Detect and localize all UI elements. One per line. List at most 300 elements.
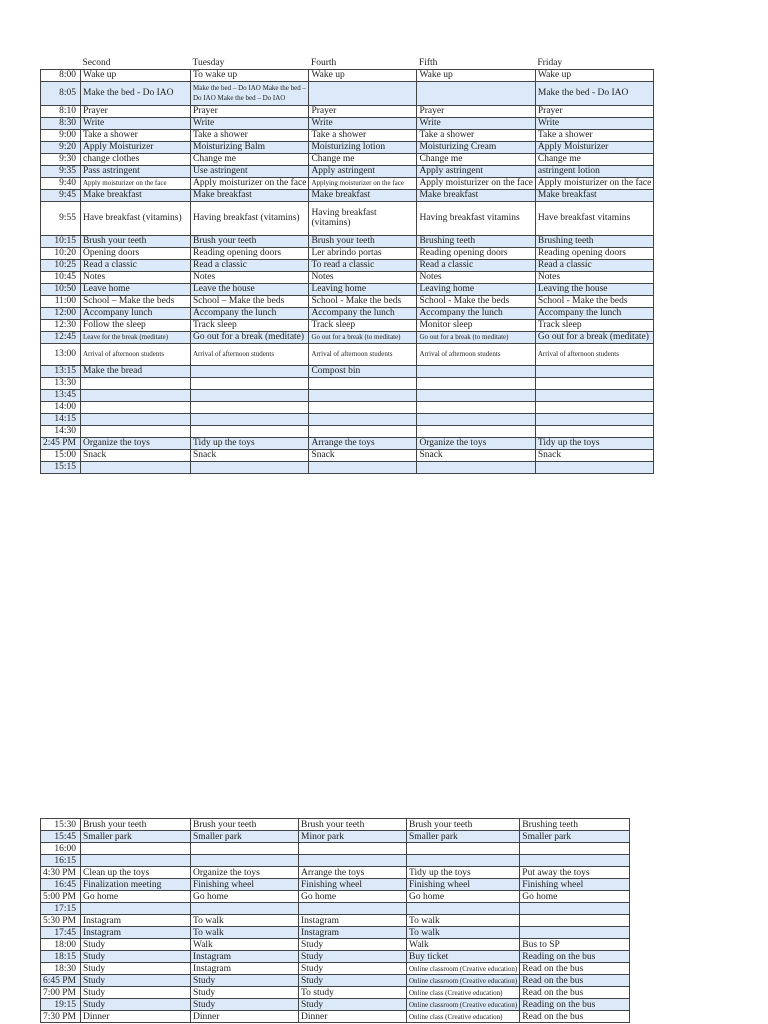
activity-cell: Brush your teeth (81, 235, 191, 247)
activity-cell: Wake up (81, 69, 191, 81)
activity-cell: School – Make the beds (191, 295, 309, 307)
activity-cell: Arrival of afternoon students (417, 343, 535, 365)
table-row (41, 855, 630, 867)
activity-cell: Apply moisturizer on the face (81, 177, 191, 189)
activity-cell (191, 843, 299, 855)
day-header: Tuesday (192, 58, 225, 69)
time-cell: 5:00 PM (41, 891, 81, 903)
activity-cell: Dinner (191, 1011, 299, 1023)
activity-cell: Make breakfast (309, 189, 417, 201)
activity-cell (535, 413, 653, 425)
activity-cell: Buy ticket (407, 951, 520, 963)
activity-cell: Moisturizing lotion (309, 141, 417, 153)
activity-cell: Leave home (81, 283, 191, 295)
time-cell: 2:45 PM (41, 437, 81, 449)
activity-cell: Go home (520, 891, 630, 903)
table-row (41, 843, 630, 855)
activity-cell: Prayer (309, 105, 417, 117)
activity-cell: Accompany the lunch (535, 307, 653, 319)
time-cell: 9:30 (41, 153, 81, 165)
day-header: Fourth (310, 58, 337, 69)
activity-cell: To wake up (191, 69, 309, 81)
activity-cell: Go out for a break (meditate) (191, 331, 309, 343)
activity-cell (81, 843, 191, 855)
time-cell: 8:00 (41, 69, 81, 81)
table-row (41, 235, 654, 247)
corner-cell (41, 58, 81, 69)
activity-cell (535, 377, 653, 389)
activity-cell: Apply moisturizer on the face (535, 177, 653, 189)
activity-cell: Make breakfast (81, 189, 191, 201)
activity-cell: Wake up (535, 69, 653, 81)
time-cell: 12:30 (41, 319, 81, 331)
activity-cell: Track sleep (309, 319, 417, 331)
time-cell: 16:45 (41, 879, 81, 891)
time-cell: 13:30 (41, 377, 81, 389)
activity-cell: Dinner (299, 1011, 407, 1023)
time-cell: 14:00 (41, 401, 81, 413)
table-row (41, 975, 630, 987)
activity-cell: Accompany lunch (81, 307, 191, 319)
activity-cell (535, 365, 653, 377)
activity-cell: Read on the bus (520, 987, 630, 999)
activity-cell: Study (191, 999, 299, 1011)
activity-cell: Arrange the toys (309, 437, 417, 449)
time-cell: 16:00 (41, 843, 81, 855)
activity-cell: Notes (417, 271, 535, 283)
time-cell: 14:15 (41, 413, 81, 425)
activity-cell: Smaller park (407, 831, 520, 843)
activity-cell: Notes (309, 271, 417, 283)
activity-cell: Make breakfast (535, 189, 653, 201)
activity-cell: Study (81, 963, 191, 975)
table-row (41, 999, 630, 1011)
activity-cell: Go out for a break (meditate) (535, 331, 653, 343)
activity-cell: Instagram (81, 927, 191, 939)
time-cell: 17:15 (41, 903, 81, 915)
activity-cell (299, 855, 407, 867)
activity-cell: Brush your teeth (407, 819, 520, 831)
activity-cell: Write (535, 117, 653, 129)
activity-cell: Use astringent (191, 165, 309, 177)
time-cell: 8:05 (41, 81, 81, 105)
activity-cell: Online classroom (Creative education) (407, 975, 520, 987)
activity-cell: Finishing wheel (520, 879, 630, 891)
table-row (41, 343, 654, 365)
activity-cell: Read on the bus (520, 1011, 630, 1023)
activity-cell: Organize the toys (191, 867, 299, 879)
activity-cell: Minor park (299, 831, 407, 843)
activity-cell: Study (81, 975, 191, 987)
schedule-sheet-2 (40, 818, 630, 1023)
activity-cell: Go out for a break (to meditate) (417, 331, 535, 343)
activity-cell: Bus to SP (520, 939, 630, 951)
activity-cell: Brush your teeth (81, 819, 191, 831)
activity-cell: Study (299, 999, 407, 1011)
table-row (41, 105, 654, 117)
activity-cell: Finalization meeting (81, 879, 191, 891)
table-row (41, 425, 654, 437)
activity-cell: Wake up (417, 69, 535, 81)
activity-cell: Write (191, 117, 309, 129)
activity-cell (81, 425, 191, 437)
table-row (41, 81, 654, 105)
activity-cell: Leaving home (309, 283, 417, 295)
table-row (41, 295, 654, 307)
activity-cell: Brushing teeth (520, 819, 630, 831)
activity-cell: Study (81, 987, 191, 999)
activity-cell: Wake up (309, 69, 417, 81)
activity-cell: Apply astringent (309, 165, 417, 177)
activity-cell: Brush your teeth (191, 235, 309, 247)
time-cell: 14:30 (41, 425, 81, 437)
table-row (41, 201, 654, 235)
activity-cell: To walk (191, 927, 299, 939)
day-header: Fifth (418, 58, 438, 69)
activity-cell (191, 413, 309, 425)
activity-cell: Follow the sleep (81, 319, 191, 331)
table-row (41, 879, 630, 891)
activity-cell (407, 843, 520, 855)
table-row (41, 819, 630, 831)
activity-cell: Having breakfast (vitamins) (309, 201, 417, 235)
activity-cell (520, 855, 630, 867)
activity-cell: Online classroom (Creative education) (407, 963, 520, 975)
activity-cell: Apply Moisturizer (81, 141, 191, 153)
activity-cell: Having breakfast vitamins (417, 201, 535, 235)
table-row (41, 141, 654, 153)
activity-cell: Arrival of afternoon students (81, 343, 191, 365)
activity-cell: Online class (Creative education) (407, 987, 520, 999)
table-row (41, 117, 654, 129)
activity-cell: Snack (191, 449, 309, 461)
activity-cell (81, 413, 191, 425)
activity-cell: Arrival of afternoon students (191, 343, 309, 365)
activity-cell (81, 401, 191, 413)
activity-cell: astringent lotion (535, 165, 653, 177)
time-cell: 12:00 (41, 307, 81, 319)
table-row (41, 401, 654, 413)
activity-cell: Finishing wheel (407, 879, 520, 891)
activity-cell: Brushing teeth (417, 235, 535, 247)
activity-cell (191, 401, 309, 413)
activity-cell: Snack (535, 449, 653, 461)
activity-cell: Take a shower (81, 129, 191, 141)
activity-cell (417, 461, 535, 473)
activity-cell: Walk (407, 939, 520, 951)
activity-cell: Snack (309, 449, 417, 461)
activity-cell: Snack (417, 449, 535, 461)
time-cell: 7:30 PM (41, 1011, 81, 1023)
activity-cell: Study (191, 987, 299, 999)
activity-cell (309, 413, 417, 425)
activity-cell: Reading on the bus (520, 951, 630, 963)
activity-cell (191, 377, 309, 389)
time-cell: 15:15 (41, 461, 81, 473)
table-row (41, 449, 654, 461)
activity-cell: Track sleep (191, 319, 309, 331)
activity-cell: To walk (407, 927, 520, 939)
activity-cell: Applying moisturizer on the face (309, 177, 417, 189)
table-row (41, 153, 654, 165)
activity-cell (407, 903, 520, 915)
activity-cell (81, 903, 191, 915)
time-cell: 9:55 (41, 201, 81, 235)
time-cell: 9:20 (41, 141, 81, 153)
activity-cell: Study (191, 975, 299, 987)
activity-cell: Study (81, 939, 191, 951)
activity-cell: Change me (535, 153, 653, 165)
table-row (41, 307, 654, 319)
activity-cell: Notes (191, 271, 309, 283)
activity-cell: Tidy up the toys (535, 437, 653, 449)
activity-cell: Instagram (299, 927, 407, 939)
time-cell: 9:45 (41, 189, 81, 201)
activity-cell: Leave the house (191, 283, 309, 295)
activity-cell (191, 461, 309, 473)
activity-cell: Tidy up the toys (191, 437, 309, 449)
activity-cell: Instagram (81, 915, 191, 927)
activity-cell: Read a classic (535, 259, 653, 271)
activity-cell: Moisturizing Cream (417, 141, 535, 153)
activity-cell (81, 461, 191, 473)
activity-cell: Accompany the lunch (417, 307, 535, 319)
activity-cell: Moisturizing Balm (191, 141, 309, 153)
time-cell: 10:15 (41, 235, 81, 247)
activity-cell (191, 365, 309, 377)
table-row (41, 177, 654, 189)
activity-cell: Go home (299, 891, 407, 903)
activity-cell: Make the bed - Do IAO (535, 81, 653, 105)
time-cell: 10:25 (41, 259, 81, 271)
activity-cell (417, 401, 535, 413)
activity-cell: Finishing wheel (191, 879, 299, 891)
activity-cell: School - Make the beds (535, 295, 653, 307)
activity-cell: Monitor sleep (417, 319, 535, 331)
time-cell: 10:20 (41, 247, 81, 259)
activity-cell (81, 389, 191, 401)
time-cell: 9:35 (41, 165, 81, 177)
activity-cell: School – Make the beds (81, 295, 191, 307)
table-row (41, 963, 630, 975)
activity-cell: Reading on the bus (520, 999, 630, 1011)
activity-cell (417, 81, 535, 105)
activity-cell: Smaller park (81, 831, 191, 843)
activity-cell: Apply moisturizer on the face (191, 177, 309, 189)
activity-cell: Write (81, 117, 191, 129)
table-row (41, 271, 654, 283)
activity-cell: Smaller park (520, 831, 630, 843)
table-row (41, 461, 654, 473)
activity-cell: School - Make the beds (417, 295, 535, 307)
table-row (41, 377, 654, 389)
activity-cell: Prayer (417, 105, 535, 117)
activity-cell: Brush your teeth (309, 235, 417, 247)
activity-cell (520, 915, 630, 927)
table-row (41, 891, 630, 903)
activity-cell (309, 377, 417, 389)
activity-cell: Online classroom (Creative education) (407, 999, 520, 1011)
table-row (41, 987, 630, 999)
activity-cell (417, 377, 535, 389)
time-cell: 8:10 (41, 105, 81, 117)
table-row (41, 903, 630, 915)
day-header-row (41, 58, 654, 69)
activity-cell (299, 843, 407, 855)
activity-cell: Smaller park (191, 831, 299, 843)
activity-cell: Opening doors (81, 247, 191, 259)
activity-cell: Prayer (191, 105, 309, 117)
activity-cell: Have breakfast vitamins (535, 201, 653, 235)
schedule-sheet-1 (40, 58, 654, 474)
activity-cell (309, 401, 417, 413)
activity-cell: Go out for a break (to meditate) (309, 331, 417, 343)
time-cell: 18:00 (41, 939, 81, 951)
activity-cell: Change me (417, 153, 535, 165)
activity-cell: change clothes (81, 153, 191, 165)
activity-cell: Have breakfast (vitamins) (81, 201, 191, 235)
activity-cell: Reading opening doors (191, 247, 309, 259)
activity-cell: Organize the toys (81, 437, 191, 449)
activity-cell: Study (299, 963, 407, 975)
time-cell: 9:00 (41, 129, 81, 141)
activity-cell: Take a shower (535, 129, 653, 141)
activity-cell (535, 461, 653, 473)
activity-cell (191, 389, 309, 401)
time-cell: 15:30 (41, 819, 81, 831)
schedule-table-1 (40, 58, 654, 474)
table-row (41, 437, 654, 449)
activity-cell (81, 377, 191, 389)
table-row (41, 867, 630, 879)
activity-cell: Leaving home (417, 283, 535, 295)
activity-cell (417, 389, 535, 401)
time-cell: 4:30 PM (41, 867, 81, 879)
table-row (41, 365, 654, 377)
table-row (41, 259, 654, 271)
table-row (41, 389, 654, 401)
activity-cell (299, 903, 407, 915)
activity-cell: Reading opening doors (417, 247, 535, 259)
activity-cell: To read a classic (309, 259, 417, 271)
activity-cell: Write (417, 117, 535, 129)
activity-cell: Prayer (535, 105, 653, 117)
activity-cell (417, 425, 535, 437)
activity-cell: Make the bed - Do IAO (81, 81, 191, 105)
activity-cell: Study (299, 975, 407, 987)
activity-cell: To walk (191, 915, 299, 927)
activity-cell: Read on the bus (520, 963, 630, 975)
activity-cell: Apply Moisturizer (535, 141, 653, 153)
time-cell: 9:40 (41, 177, 81, 189)
time-cell: 13:00 (41, 343, 81, 365)
time-cell: 10:45 (41, 271, 81, 283)
time-cell: 13:45 (41, 389, 81, 401)
activity-cell: Make the bread (81, 365, 191, 377)
activity-cell (191, 903, 299, 915)
activity-cell: Instagram (191, 963, 299, 975)
activity-cell (309, 81, 417, 105)
activity-cell (309, 461, 417, 473)
activity-cell: Instagram (299, 915, 407, 927)
day-header: Friday (537, 58, 563, 69)
activity-cell (535, 425, 653, 437)
activity-cell: Go home (81, 891, 191, 903)
activity-cell: Notes (535, 271, 653, 283)
table-row (41, 247, 654, 259)
table-row (41, 189, 654, 201)
activity-cell: Accompany the lunch (309, 307, 417, 319)
activity-cell (191, 855, 299, 867)
activity-cell: Change me (191, 153, 309, 165)
activity-cell: Reading opening doors (535, 247, 653, 259)
time-cell: 6:45 PM (41, 975, 81, 987)
schedule-table-2 (40, 818, 630, 1023)
table-row (41, 319, 654, 331)
activity-cell: Study (81, 951, 191, 963)
activity-cell: School - Make the beds (309, 295, 417, 307)
activity-cell: Read a classic (81, 259, 191, 271)
activity-cell: Brush your teeth (191, 819, 299, 831)
time-cell: 7:00 PM (41, 987, 81, 999)
activity-cell: Make breakfast (191, 189, 309, 201)
activity-cell (417, 365, 535, 377)
table-row (41, 951, 630, 963)
activity-cell: Snack (81, 449, 191, 461)
activity-cell: Make the bed – Do IAO Make the bed – Do IAO Make the bed – Do IAO (191, 81, 309, 105)
activity-cell: Ler abrindo portas (309, 247, 417, 259)
activity-cell: Brushing teeth (535, 235, 653, 247)
time-cell: 15:00 (41, 449, 81, 461)
activity-cell: Read a classic (417, 259, 535, 271)
time-cell: 19:15 (41, 999, 81, 1011)
activity-cell: Instagram (191, 951, 299, 963)
activity-cell: Organize the toys (417, 437, 535, 449)
activity-cell (81, 855, 191, 867)
activity-cell: Study (299, 951, 407, 963)
activity-cell: Having breakfast (vitamins) (191, 201, 309, 235)
time-cell: 16:15 (41, 855, 81, 867)
activity-cell: Online class (Creative education) (407, 1011, 520, 1023)
activity-cell: Compost bin (309, 365, 417, 377)
activity-cell: Leave for the break (meditate) (81, 331, 191, 343)
activity-cell: Study (299, 939, 407, 951)
activity-cell (309, 389, 417, 401)
table-row (41, 831, 630, 843)
activity-cell: To walk (407, 915, 520, 927)
activity-cell (535, 401, 653, 413)
activity-cell: Tidy up the toys (407, 867, 520, 879)
activity-cell (520, 927, 630, 939)
table-row (41, 129, 654, 141)
table-row (41, 165, 654, 177)
activity-cell: Track sleep (535, 319, 653, 331)
activity-cell: Pass astringent (81, 165, 191, 177)
activity-cell: Take a shower (191, 129, 309, 141)
table-row (41, 1011, 630, 1023)
time-cell: 18:30 (41, 963, 81, 975)
table-row (41, 69, 654, 81)
activity-cell: Write (309, 117, 417, 129)
activity-cell: To study (299, 987, 407, 999)
time-cell: 17:45 (41, 927, 81, 939)
activity-cell: Read a classic (191, 259, 309, 271)
activity-cell: Finishing wheel (299, 879, 407, 891)
activity-cell (191, 425, 309, 437)
time-cell: 18:15 (41, 951, 81, 963)
activity-cell: Arrival of afternoon students (535, 343, 653, 365)
day-header: Second (82, 58, 111, 69)
